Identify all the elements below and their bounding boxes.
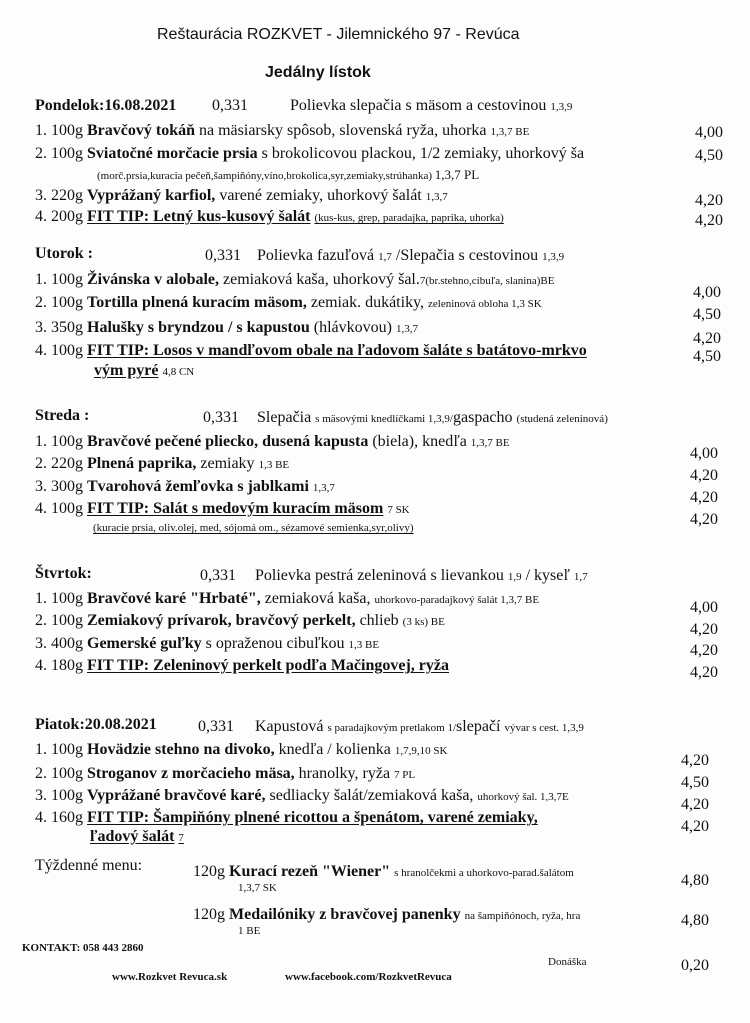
item-ingredients: zeleninová obloha 1,3 SK	[428, 298, 542, 310]
soup-name: Polievka slepačia s mäsom a cestovinou	[290, 97, 547, 114]
item-price: 4,00	[690, 445, 718, 462]
soup-name: Slepačia	[257, 409, 312, 426]
menu-item	[35, 123, 529, 139]
soup-alt-name: / kyseľ	[525, 567, 570, 584]
item-name: Hovädzie stehno na divoko,	[87, 741, 275, 758]
item-allergens: 1,3 BE	[348, 639, 380, 651]
item-description: (biela), knedľa	[372, 433, 467, 450]
menu-item	[35, 295, 542, 311]
menu-item	[35, 591, 539, 607]
item-name: Halušky s bryndzou / s kapustou	[87, 319, 310, 336]
soup-alt-detail: vývar s cest. 1,3,9	[504, 722, 584, 734]
soup-name: Kapustová	[255, 718, 324, 735]
item-name: Živánska v alobale,	[87, 271, 220, 288]
menu-item	[35, 320, 418, 336]
item-price: 4,80	[681, 872, 709, 889]
item-price: 4,00	[693, 284, 721, 301]
item-description: sedliacky šalát/zemiaková kaša,	[269, 787, 474, 804]
soup-volume: 0,331	[212, 97, 248, 114]
menu-item	[35, 456, 289, 472]
item-price: 4,00	[695, 124, 723, 141]
weekly-item	[193, 907, 580, 923]
soup-line	[255, 719, 584, 735]
item-name: Vyprážaný karfiol,	[87, 187, 216, 204]
facebook-link[interactable]: www.facebook.com/RozkvetRevuca	[285, 971, 452, 983]
menu-item	[35, 272, 554, 288]
item-allergens: 1 BE	[238, 925, 261, 937]
soup-alt-allergens: 1,7	[573, 571, 588, 583]
menu-item	[35, 613, 445, 629]
menu-item	[35, 343, 587, 359]
item-ingredients: uhorkový šal. 1,3,7E	[477, 791, 569, 803]
item-portion: 3. 400g	[35, 635, 83, 652]
item-price: 4,20	[690, 664, 718, 681]
item-portion: 4. 160g	[35, 809, 83, 826]
item-allergens: 7 SK	[387, 504, 410, 516]
soup-alt-name: slepačí	[456, 718, 501, 735]
soup-line	[257, 410, 608, 426]
item-portion: 2. 100g	[35, 145, 83, 162]
item-name: Bravčové karé "Hrbaté",	[87, 590, 261, 607]
item-price: 4,50	[681, 774, 709, 791]
item-name: FIT TIP: Losos v mandľovom obale na ľadovom šaláte s batátovo-mrkvo	[87, 342, 587, 359]
soup-allergens: 1,9	[507, 571, 522, 583]
menu-item	[35, 146, 584, 162]
menu-item	[35, 636, 379, 652]
soup-line	[257, 248, 564, 264]
soup-name: Polievka pestrá zeleninová s lievankou	[255, 567, 504, 584]
soup-name: Polievka fazuľová	[257, 247, 375, 264]
soup-volume: 0,331	[205, 247, 241, 264]
item-allergens: 1,3,7	[395, 323, 418, 335]
item-price: 4,20	[695, 212, 723, 229]
item-allergens: 1,3,7	[312, 482, 335, 494]
item-price: 4,80	[681, 912, 709, 929]
item-description: zemiaková kaša,	[264, 590, 371, 607]
item-name: Sviatočné morčacie prsia	[87, 145, 258, 162]
item-portion: 3. 100g	[35, 787, 83, 804]
menu-item	[35, 479, 335, 495]
item-price: 4,20	[690, 621, 718, 638]
item-allergens: 1,3,7 SK	[238, 882, 277, 894]
item-ingredients: 7(br.stehno,cibuľa, slanina)BE	[419, 275, 555, 287]
item-description: na mäsiarsky spôsob, slovenská ryža, uhorka	[199, 122, 487, 139]
item-portion: 3. 220g	[35, 187, 83, 204]
item-price: 4,20	[690, 511, 718, 528]
item-price: 4,50	[695, 147, 723, 164]
item-portion: 1. 100g	[35, 590, 83, 607]
item-portion: 2. 100g	[35, 294, 83, 311]
item-description: na šampiňónoch, ryža, hra	[464, 910, 581, 922]
soup-allergens: 1,7	[378, 251, 392, 263]
item-name: Kurací rezeň "Wiener"	[229, 863, 391, 880]
item-allergens: 1,3,7	[425, 191, 448, 203]
item-name: Stroganov z morčacieho mäsa,	[87, 765, 295, 782]
item-description: (kus-kus, grep, paradajka, paprika, uhorka)	[314, 212, 504, 224]
menu-item	[35, 188, 448, 204]
delivery-price: 0,20	[681, 957, 709, 974]
item-description: s hranolčekmi a uhorkovo-parad.šalátom	[394, 867, 574, 879]
item-name: Tortilla plnená kuracím mäsom,	[87, 294, 307, 311]
website-link[interactable]: www.Rozkvet Revuca.sk	[112, 971, 228, 983]
item-price: 4,00	[690, 599, 718, 616]
item-price: 4,20	[693, 330, 721, 347]
menu-item	[35, 766, 415, 782]
soup-line	[255, 568, 588, 584]
item-portion: 4. 180g	[35, 657, 83, 674]
item-price: 4,20	[690, 642, 718, 659]
contact-phone: KONTAKT: 058 443 2860	[22, 942, 144, 954]
item-description: zemiaky	[200, 455, 255, 472]
item-allergens: 7	[178, 832, 184, 844]
item-allergens: 4,8 CN	[162, 366, 195, 378]
item-price: 4,50	[693, 348, 721, 365]
item-description: s opraženou cibuľkou	[205, 635, 345, 652]
item-price: 4,20	[695, 192, 723, 209]
menu-item	[35, 658, 449, 674]
item-name: Medailóniky z bravčovej panenky	[229, 906, 461, 923]
item-portion: 1. 100g	[35, 741, 83, 758]
item-name: Gemerské guľky	[87, 635, 202, 652]
item-portion: 2. 100g	[35, 765, 83, 782]
item-price: 4,20	[681, 796, 709, 813]
item-ingredients: uhorkovo-paradajkový šalát 1,3,7 BE	[374, 594, 540, 606]
item-name-continued: ľadový šalát 7	[90, 828, 184, 845]
menu-item	[35, 501, 410, 517]
item-description: zemiak. dukátiky,	[310, 294, 425, 311]
item-name: FIT TIP: Letný kus-kusový šalát	[87, 208, 311, 225]
soup-allergens: 1,3,9	[550, 101, 573, 113]
item-name: FIT TIP: Šampiňóny plnené ricottou a špenátom, varené zemiaky,	[87, 809, 538, 826]
soup-alt-detail: (studená zeleninová)	[516, 413, 608, 425]
item-portion: 2. 220g	[35, 455, 83, 472]
item-portion: 120g	[193, 906, 225, 923]
day-label: Streda :	[35, 407, 90, 424]
soup-alt-name: /Slepačia s cestovinou	[395, 247, 539, 264]
menu-item	[35, 209, 504, 225]
weekly-item	[193, 864, 574, 880]
soup-volume: 0,331	[200, 567, 236, 584]
item-allergens: 1,3,7 BE	[490, 126, 530, 138]
soup-volume: 0,331	[198, 718, 234, 735]
item-portion: 4. 100g	[35, 342, 83, 359]
item-price: 4,20	[690, 467, 718, 484]
item-description: chlieb	[359, 612, 399, 629]
item-allergens: 1,3,7 BE	[470, 437, 510, 449]
item-name: Zemiakový prívarok, bravčový perkelt,	[87, 612, 356, 629]
menu-item	[35, 742, 447, 758]
soup-alt-allergens: 1,3,9	[542, 251, 565, 263]
item-portion: 4. 100g	[35, 500, 83, 517]
item-portion: 120g	[193, 863, 225, 880]
soup-volume: 0,331	[203, 409, 239, 426]
soup-detail: s paradajkovým pretlakom 1/	[327, 722, 457, 734]
soup-line	[290, 98, 572, 114]
soup-detail: s mäsovými knedlíčkami 1,3,9/	[315, 413, 453, 425]
item-name: Plnená paprika,	[87, 455, 197, 472]
item-description: zemiaková kaša, uhorkový šal.	[223, 271, 420, 288]
item-price: 4,50	[693, 306, 721, 323]
item-portion: 1. 100g	[35, 433, 83, 450]
item-name: FIT TIP: Salát s medovým kuracím mäsom	[87, 500, 384, 517]
item-name: Bravčové pečené pliecko, dusená kapusta	[87, 433, 369, 450]
restaurant-heading: Reštaurácia ROZKVET - Jilemnického 97 - Revúca	[157, 26, 520, 43]
item-ingredients: (morč.prsia,kuracia pečeň,šampiňóny,víno,brokolica,syr,zemiaky,strúhanka) 1,3,7 PL	[97, 167, 480, 182]
item-price: 4,20	[690, 489, 718, 506]
day-label: Piatok:20.08.2021	[35, 716, 157, 733]
item-name: Vyprážané bravčové karé,	[87, 787, 266, 804]
item-portion: 3. 350g	[35, 319, 83, 336]
day-label: Pondelok:16.08.2021	[35, 97, 177, 114]
item-portion: 3. 300g	[35, 478, 83, 495]
item-portion: 1. 100g	[35, 122, 83, 139]
soup-alt-name: gaspacho	[453, 409, 513, 426]
item-allergens: 1,7,9,10 SK	[394, 745, 448, 757]
item-portion: 1. 100g	[35, 271, 83, 288]
day-label: Utorok :	[35, 245, 93, 262]
delivery-label: Donáška	[548, 956, 587, 968]
item-allergens: 7 PL	[394, 769, 416, 781]
item-description: varené zemiaky, uhorkový šalát	[219, 187, 422, 204]
item-allergens: 1,3 BE	[258, 459, 290, 471]
menu-item	[35, 788, 569, 804]
menu-item	[35, 434, 510, 450]
item-portion: 4. 200g	[35, 208, 83, 225]
item-ingredients: (3 ks) BE	[402, 616, 445, 628]
day-label: Štvrtok:	[35, 565, 92, 582]
item-name-continued: vým pyré 4,8 CN	[94, 362, 195, 379]
weekly-menu-label: Týždenné menu:	[35, 857, 143, 874]
menu-item	[35, 810, 538, 826]
item-description: s brokolicovou plackou, 1/2 zemiaky, uhorkový ša	[261, 145, 585, 162]
item-name: Tvarohová žemľovka s jablkami	[87, 478, 309, 495]
item-allergens: 1,3,7 PL	[434, 167, 480, 182]
menu-title: Jedálny lístok	[265, 64, 371, 81]
item-description: (hlávkovou)	[313, 319, 392, 336]
item-portion: 2. 100g	[35, 612, 83, 629]
item-name: FIT TIP: Zeleninový perkelt podľa Mačingovej, ryža	[87, 657, 450, 674]
item-description: knedľa / kolienka	[278, 741, 391, 758]
item-price: 4,20	[681, 752, 709, 769]
item-price: 4,20	[681, 818, 709, 835]
item-ingredients: (kuracie prsia, oliv.olej, med, sójomá om., sézamové semienka,syr,olivy)	[93, 522, 414, 534]
item-name: Bravčový tokáň	[87, 122, 195, 139]
item-description: hranolky, ryža	[298, 765, 391, 782]
